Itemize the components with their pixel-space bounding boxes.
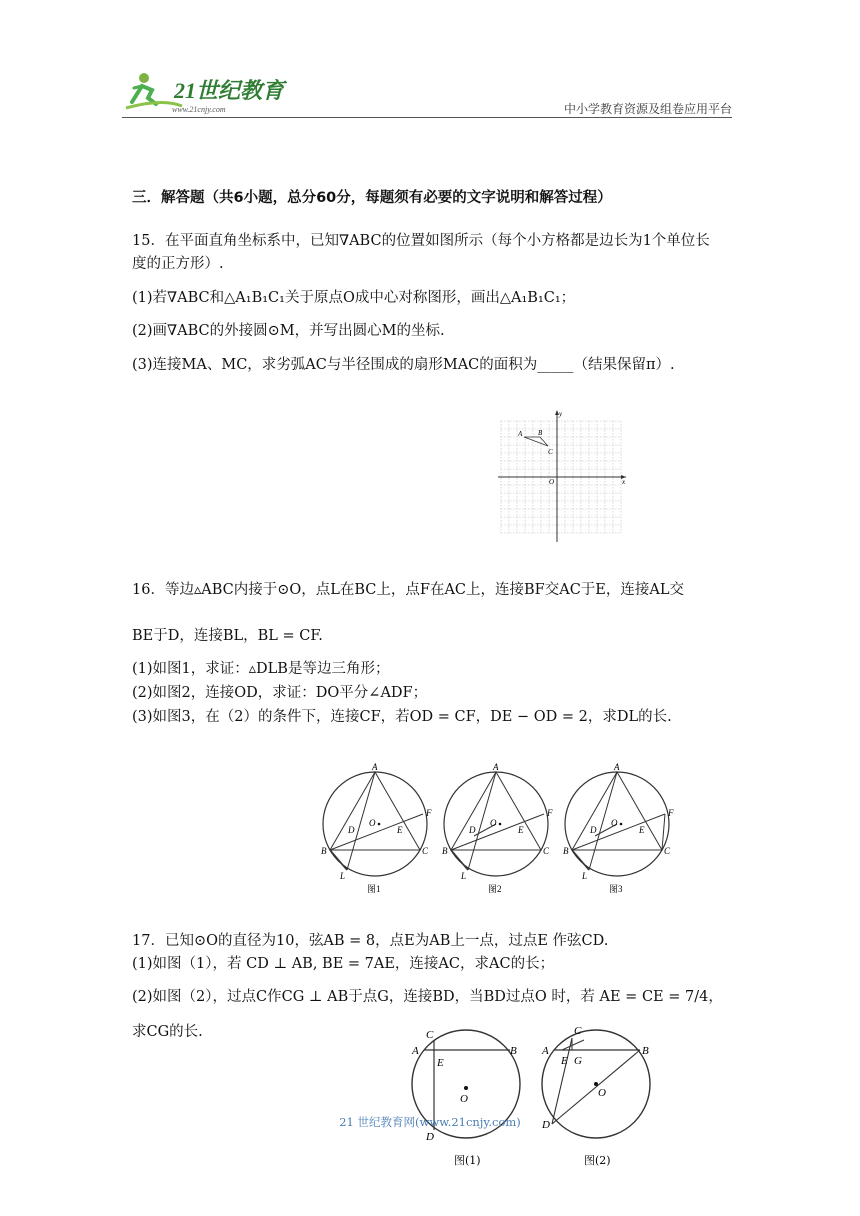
q16-label-b: B: [321, 846, 327, 856]
q16-center-dot: [378, 823, 381, 826]
q16-label-a: A: [493, 762, 499, 772]
fig1-o-label: O: [460, 1093, 468, 1105]
q16-label-o: O: [369, 818, 376, 828]
q15-line1: 15．在平面直角坐标系中，已知∇ABC的位置如图所示（每个小方格都是边长为1个单位长: [132, 233, 710, 249]
origin-label: O: [549, 478, 555, 486]
q16-line-bl: [451, 850, 468, 870]
fig2-a-label: A: [542, 1045, 549, 1057]
q16-label-d: D: [469, 825, 476, 835]
q16-label-e: E: [397, 825, 403, 835]
fig2-c-label: C: [574, 1025, 582, 1037]
q16-part2: (2)如图2，连接OD，求证：DO平分∠ADF；: [132, 685, 428, 701]
q16-label-f: F: [426, 808, 432, 818]
q16-center-dot: [499, 823, 502, 826]
q16-line-bl: [572, 850, 589, 870]
fig2-g-label: G: [574, 1055, 582, 1067]
q16-label-c: C: [664, 846, 671, 856]
q17-part2: (2)如图（2），过点C作CG ⊥ AB于点G，连接BD，当BD过点O 时，若 AE = CE = 7/4，: [132, 989, 723, 1005]
fig1-c-label: C: [426, 1029, 434, 1041]
fig1-b-label: B: [510, 1045, 517, 1057]
fig1-a-label: A: [412, 1045, 419, 1057]
q16-caption: 图1: [367, 884, 381, 894]
q16-label-f: F: [668, 808, 674, 818]
q16-line1: 16．等边▵ABC内接于⊙O，点L在BC上，点F在AC上，连接BF交AC于E，连接AL交: [132, 582, 684, 598]
q16-caption: 图2: [488, 884, 502, 894]
q16-part1: (1)如图1，求证：▵DLB是等边三角形；: [132, 661, 390, 677]
q16-line-bl: [330, 850, 347, 870]
fig1-d-label: D: [426, 1131, 434, 1143]
fig1-caption: 图(1): [454, 1154, 481, 1167]
fig2-caption: 图(2): [584, 1154, 611, 1167]
q16-label-c: C: [422, 846, 429, 856]
q16-label-b: B: [563, 846, 569, 856]
platform-name: 中小学教育资源及组卷应用平台: [563, 102, 732, 116]
q17-figures: [404, 1024, 674, 1174]
header-divider: [122, 117, 732, 118]
svg-text:www.21cnjy.com: www.21cnjy.com: [172, 105, 226, 114]
q16-label-o: O: [611, 818, 618, 828]
q15-part1: (1)若∇ABC和△A₁B₁C₁关于原点O成中心对称图形，画出△A₁B₁C₁；: [132, 290, 576, 306]
q16-label-l: L: [582, 871, 588, 881]
q17-part1: (1)如图（1），若 CD ⊥ AB, BE = 7AE，连接AC，求AC的长；: [132, 956, 555, 972]
q16-label-l: L: [461, 871, 467, 881]
q16-triangle: [451, 772, 541, 850]
x-axis-label: x: [622, 478, 626, 486]
svg-text:21世纪教育: 21世纪教育: [174, 78, 285, 103]
footer-watermark: 21 世纪教育网(www.21cnjy.com): [339, 1115, 521, 1129]
fig1-e-label: E: [437, 1057, 444, 1069]
q16-label-a: A: [372, 762, 378, 772]
fig2-d-label: D: [542, 1119, 550, 1131]
q16-label-l: L: [340, 871, 346, 881]
q16-triangle: [572, 772, 662, 850]
q16-label-d: D: [590, 825, 597, 835]
q17-line1: 17．已知⊙O的直径为10，弦AB = 8，点E为AB上一点，过点E 作弦CD.: [132, 933, 609, 949]
logo: [122, 68, 292, 116]
point-a-label: A: [518, 430, 523, 438]
fig2-b-label: B: [642, 1045, 649, 1057]
y-axis-label: y: [559, 410, 563, 418]
runner-logo-icon: [122, 68, 292, 116]
q15-grid-figure: [498, 408, 630, 548]
q15-part2: (2)画∇ABC的外接圆⊙M，并写出圆心M的坐标.: [132, 323, 445, 339]
q16-label-c: C: [543, 846, 550, 856]
q15-part3: (3)连接MA、MC，求劣弧AC与半径围成的扇形MAC的面积为_____（结果保留π）.: [132, 357, 675, 373]
q16-label-a: A: [614, 762, 620, 772]
q16-label-e: E: [639, 825, 645, 835]
q16-label-f: F: [547, 808, 553, 818]
fig2-o-label: O: [598, 1087, 606, 1099]
point-b-label: B: [538, 429, 543, 437]
q16-figures: [315, 760, 685, 898]
section-title: 三．解答题（共6小题，总分60分，每题须有必要的文字说明和解答过程）: [132, 190, 612, 206]
q16-label-b: B: [442, 846, 448, 856]
q16-center-dot: [620, 823, 623, 826]
q16-line2: BE于D，连接BL，BL = CF.: [132, 628, 323, 644]
q16-triangle: [330, 772, 420, 850]
q16-label-o: O: [490, 818, 497, 828]
q16-label-e: E: [518, 825, 524, 835]
q16-part3: (3)如图3，在（2）的条件下，连接CF，若OD = CF，DE − OD = 2，求DL的长.: [132, 709, 672, 725]
q17-part2-end: 求CG的长.: [132, 1024, 203, 1040]
q15-line2: 度的正方形）.: [132, 256, 224, 272]
point-c-label: C: [548, 448, 553, 456]
q16-label-d: D: [348, 825, 355, 835]
fig2-e-label: E: [561, 1055, 568, 1067]
q16-caption: 图3: [609, 884, 623, 894]
